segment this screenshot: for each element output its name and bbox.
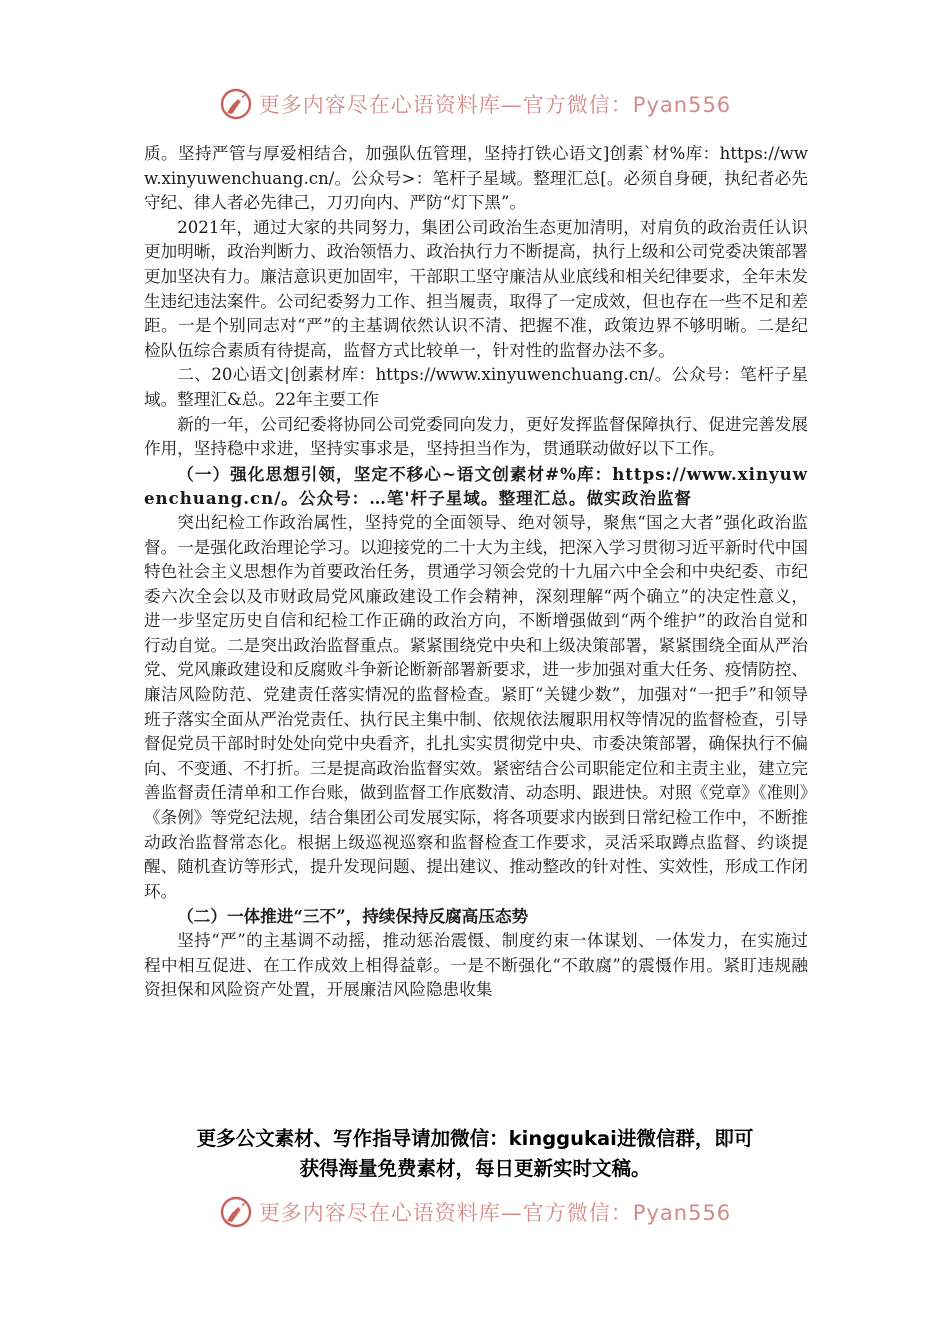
brush-logo-icon [219,87,253,121]
promo-line: 获得海量免费素材，每日更新实时文稿。 [299,1157,651,1180]
paragraph: 坚持“严”的主基调不动摇，推动惩治震慑、制度约束一体谋划、一体发力，在实施过程中相互促进、在工作成效上相得益彰。一是不断强化“不敢腐”的震慑作用。紧盯违规融资担保和风险资产处置，开展廉洁风险隐患收集 [144,931,808,1000]
subsection-heading: （二）一体推进“三不”，持续保持反腐高压态势 [177,906,529,927]
banner-text: 更多内容尽在心语资料库—官方微信：Pyan556 [258,1201,732,1225]
promo-notice [120,1124,830,1184]
paragraph: 突出纪检工作政治属性，坚持党的全面领导、绝对领导，聚焦“国之大者”强化政治监督。一是强化政治理论学习。以迎接党的二十大为主线，把深入学习贯彻习近平新时代中国特色社会主义思想作为首要政治任务，贯通学习领会党的十九届六中全会和中央纪委、市纪委六次全会以及市财政局党风廉政建设工作会精神，深刻理解“两个确立”的决定性意义，进一步坚定历史自信和纪检工作正确的政治方向，不断增强做到“两个维护”的政治自觉和行动自觉。二是突出政治监督重点。紧紧围绕党中央和上级决策部署，紧紧围绕全面从严治党、党风廉政建设和反腐败斗争新论断新部署新要求，进一步加强对重大任务、疫情防控、廉洁风险防范、党建责任落实情况的监督检查。紧盯“关键少数”，加强对“一把手”和领导班子落实全面从严治党责任、执行民主集中制、依规依法履职用权等情况的监督检查，引导督促党员干部时时处处向党中央看齐，扎扎实实贯彻党中央、市委决策部署，确保执行不偏向、不变通、不打折。三是提高政治监督实效。紧密结合公司职能定位和主责主业，建立完善监督责任清单和工作台账，做到监督工作底数清、动态明、跟进快。对照《党章》《准则》《条例》等党纪法规，结合集团公司发展实际，将各项要求内嵌到日常纪检工作中，不断推动政治监督常态化。根据上级巡视巡察和监督检查工作要求，灵活采取蹲点监督、约谈提醒、随机查访等形式，提升发现问题、提出建议、推动整改的针对性、实效性，形成工作闭环。 [144,512,808,901]
document-body [144,142,808,1003]
subsection-heading: （一）强化思想引领，坚定不移心~语文创素材#%库：https://www.xinyuwenchuang.cn/。公众号：…笔'杆子星域。整理汇总。做实政治监督 [144,463,808,509]
footer-banner [0,1192,950,1232]
banner-text: 更多内容尽在心语资料库—官方微信：Pyan556 [258,93,732,117]
brush-logo-icon [219,1195,253,1229]
header-banner [0,84,950,124]
paragraph: 2021年，通过大家的共同努力，集团公司政治生态更加清明，对肩负的政治责任认识更加明晰，政治判断力、政治领悟力、政治执行力不断提高，执行上级和公司党委决策部署更加坚决有力。廉洁意识更加固牢，干部职工坚守廉洁从业底线和相关纪律要求，全年未发生违纪违法案件。公司纪委努力工作、担当履责，取得了一定成效，但也存在一些不足和差距。一是个别同志对“严”的主基调依然认识不清、把握不准，政策边界不够明晰。二是纪检队伍综合素质有待提高，监督方式比较单一，针对性的监督办法不多。 [144,217,808,360]
paragraph: 质。坚持严管与厚爱相结合，加强队伍管理，坚持打铁心语文]创素`材%库：https://www.xinyuwenchuang.cn/。公众号>：笔杆子星域。整理汇总[。必须自身硬，执纪者必先守纪、律人者必先律己，刀刃向内、严防“灯下黑”。 [144,144,808,213]
paragraph: 新的一年，公司纪委将协同公司党委同向发力，更好发挥监督保障执行、促进完善发展作用，坚持稳中求进，坚持实事求是，坚持担当作为，贯通联动做好以下工作。 [144,414,808,459]
promo-line: 更多公文素材、写作指导请加微信：kinggukai进微信群，即可 [196,1127,754,1150]
section-heading: 二、20心语文|创素材库：https://www.xinyuwenchuang.cn/。公众号：笔杆子星域。整理汇&总。22年主要工作 [144,365,808,409]
